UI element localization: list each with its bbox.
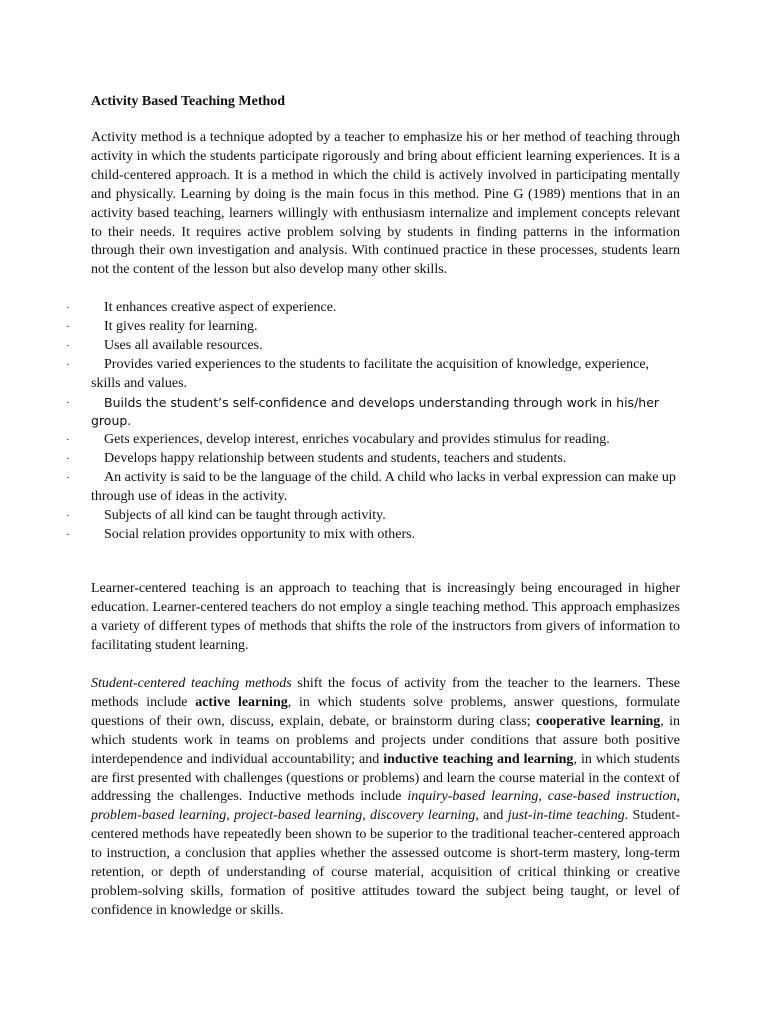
list-item: · Subjects of all kind can be taught through activity.: [0, 507, 680, 526]
document-title: Activity Based Teaching Method: [91, 94, 286, 109]
bullet-icon: ·: [66, 509, 70, 522]
bullet-icon: ·: [66, 472, 70, 485]
list-item: · Gets experiences, develop interest, enriches vocabulary and provides stimulus for reading.: [0, 431, 680, 450]
bold-term: cooperative learning: [535, 713, 661, 729]
list-item: · It gives reality for learning.: [0, 318, 680, 337]
bullet-icon: ·: [66, 453, 70, 466]
benefits-list: [0, 299, 700, 545]
list-item: · Social relation provides opportunity to mix with others.: [0, 526, 680, 545]
bullet-icon: ·: [66, 528, 70, 541]
bullet-icon: ·: [66, 320, 70, 333]
bullet-icon: ·: [66, 396, 70, 409]
bullet-icon: ·: [66, 339, 70, 352]
bold-term: inductive teaching and learning: [383, 751, 574, 767]
italic-term: inquiry-based learning, case-based instruction, problem-based learning, project-based learning, discovery learning: [91, 789, 680, 824]
list-item: · An activity is said to be the language of the child. A child who lacks in verbal expression can make up through use of ideas in the activity.: [66, 470, 676, 505]
student-centered-paragraph: Student-centered teaching methods shift the focus of activity from the teacher to the learners. These methods include active learning, in which students solve problems, answer questions, formulate questions of their own, discuss, explain, debate, or brainstorm during class; cooperative learning, in which students work in teams on problems and projects under conditions that assure both positive interdependence and individual accountability; and inductive teaching and learning, in which students are first presented with challenges (questions or problems) and learn the course material in the context of addressing the challenges. Inductive methods include inquiry-based learning, case-based instruction, problem-based learning, project-based learning, discovery learning, and just-in-time teaching. Student-centered methods have repeatedly been shown to be superior to the traditional teacher-centered approach to instruction, a conclusion that applies whether the assessed outcome is short-term mastery, long-term retention, or depth of understanding of course material, acquisition of critical thinking or creative problem-solving skills, formation of positive attitudes toward the subject being taught, or level of confidence in knowledge or skills.: [91, 676, 681, 918]
bold-term: active learning: [195, 694, 288, 710]
list-item: · It enhances creative aspect of experience.: [0, 299, 680, 318]
bullet-icon: ·: [66, 358, 70, 371]
list-item: · Provides varied experiences to the students to facilitate the acquisition of knowledge, experience, skills and values.: [66, 356, 650, 391]
italic-term: just-in-time teaching: [507, 808, 625, 824]
list-item: · Uses all available resources.: [0, 337, 680, 356]
bullet-icon: ·: [66, 302, 70, 314]
italic-term: Student-centered teaching methods: [91, 676, 292, 691]
learner-centered-paragraph: Learner-centered teaching is an approach to teaching that is increasingly being encouraged in higher education. Learner-centered teachers do not employ a single teaching method. This approach emphasizes a variety of different types of methods that shifts the role of the instructors from givers of information to facilitating student learning.: [91, 581, 680, 653]
list-item: · Builds the student’s self-confidence and develops understanding through work in his/her group.: [66, 394, 660, 429]
bullet-icon: ·: [66, 434, 70, 447]
intro-paragraph: Activity method is a technique adopted by a teacher to emphasize his or her method of teaching through activity in which the students participate rigorously and bring about efficient learning experiences. It is a child-centered approach. It is a method in which the child is actively involved in participating mentally and physically. Learning by doing is the main focus in this method. Pine G (1989) mentions that in an activity based teaching, learners willingly with enthusiasm internalize and implement concepts relevant to their needs. It requires active problem solving by students in finding patterns in the information through their own investigation and analysis. With continued practice in these processes, students learn not the content of the lesson but also develop many other skills.: [91, 130, 680, 278]
list-item: · Develops happy relationship between students and students, teachers and students.: [0, 450, 680, 469]
